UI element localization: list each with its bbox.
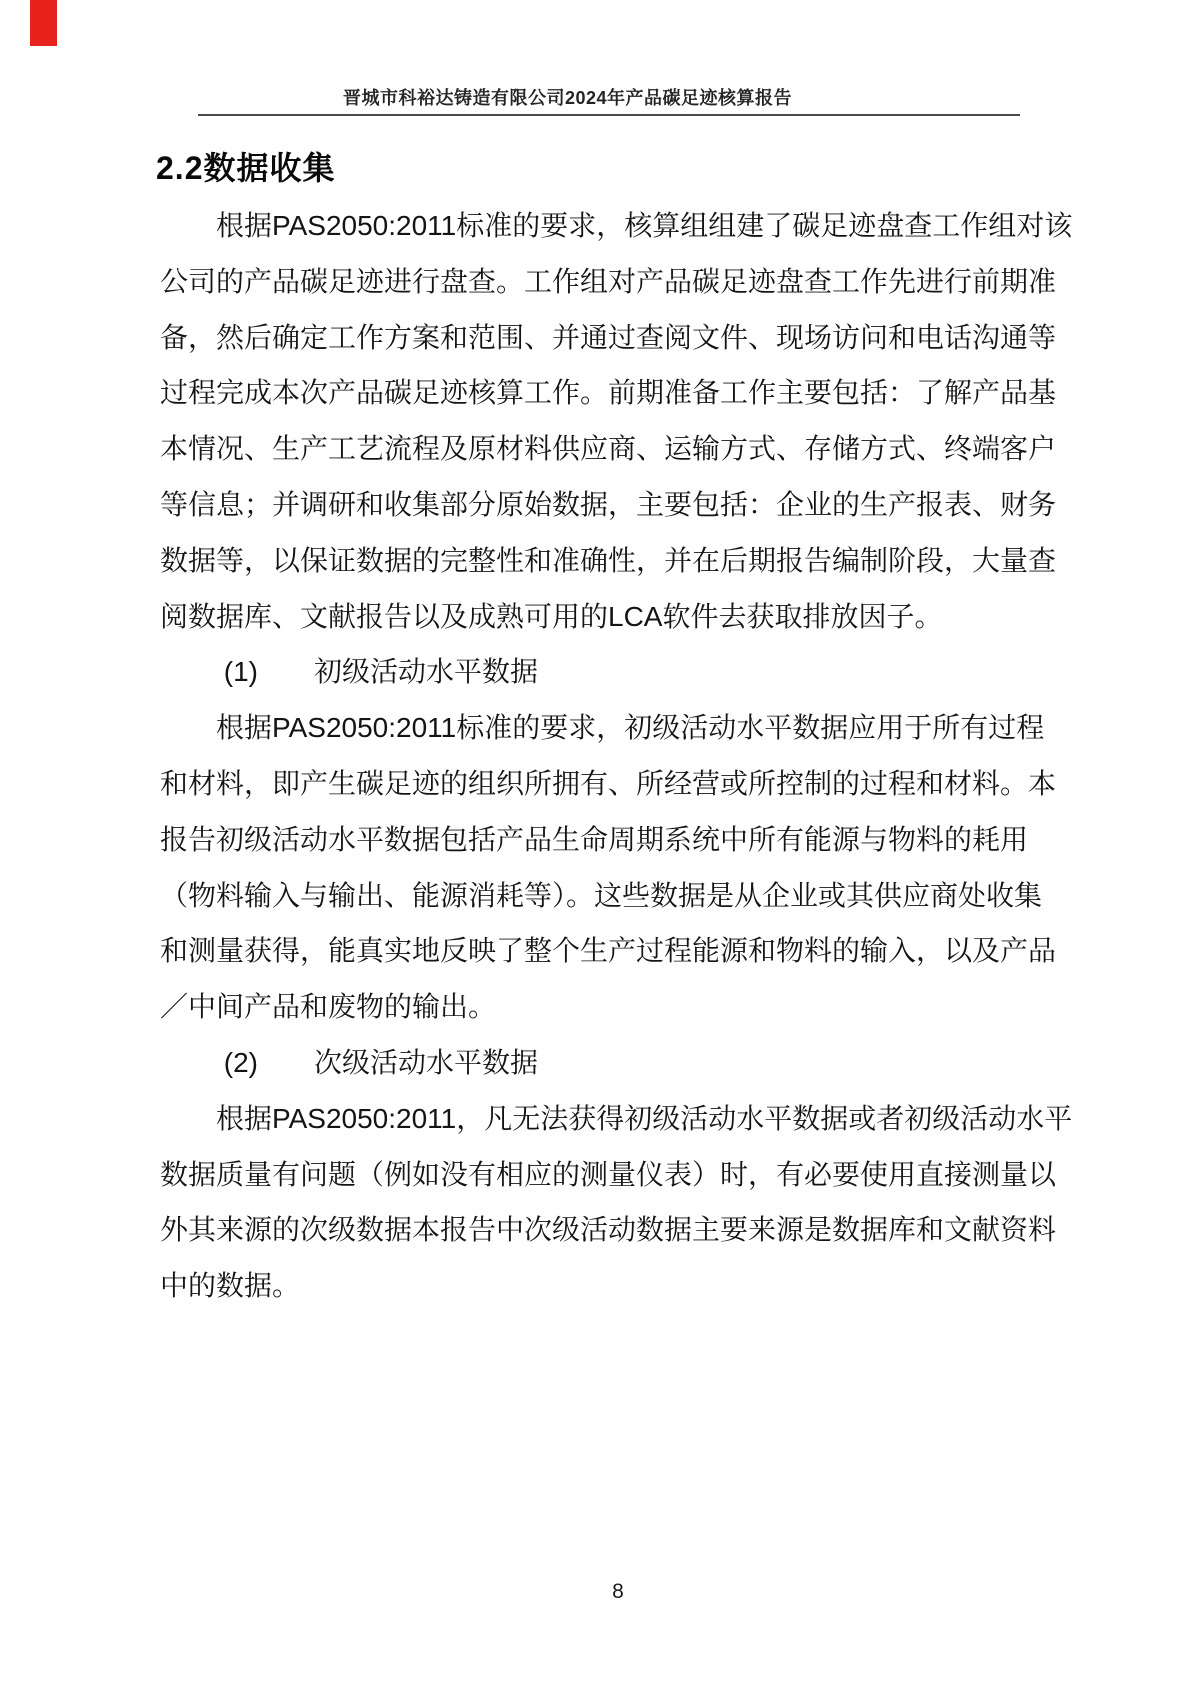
text-line: （物料输入与输出、能源消耗等）。这些数据是从企业或其供应商处收集 bbox=[160, 879, 1043, 911]
text-line: 数据等，以保证数据的完整性和准确性，并在后期报告编制阶段，大量查 bbox=[160, 544, 1057, 576]
header-rule bbox=[198, 114, 1020, 116]
text-line: 和材料，即产生碳足迹的组织所拥有、所经营或所控制的过程和材料。本 bbox=[160, 767, 1057, 799]
text-line: ／中间产品和废物的输出。 bbox=[160, 991, 497, 1023]
section-heading: 2.2数据收集 bbox=[156, 150, 336, 186]
text-line: 等信息；并调研和收集部分原始数据，主要包括：企业的生产报表、财务 bbox=[160, 488, 1057, 520]
text-line: 根据PAS2050:2011标准的要求，初级活动水平数据应用于所有过程 bbox=[160, 712, 1045, 744]
text-line: 本情况、生产工艺流程及原材料供应商、运输方式、存储方式、终端客户 bbox=[160, 433, 1057, 465]
text-line: (1) 初级活动水平数据 bbox=[160, 656, 539, 688]
text-line: 数据质量有问题（例如没有相应的测量仪表）时，有必要使用直接测量以 bbox=[160, 1158, 1057, 1190]
text-line: 公司的产品碳足迹进行盘查。工作组对产品碳足迹盘查工作先进行前期准 bbox=[160, 265, 1057, 297]
text-line: (2) 次级活动水平数据 bbox=[160, 1046, 539, 1078]
text-line: 外其来源的次级数据本报告中次级活动数据主要来源是数据库和文献资料 bbox=[160, 1214, 1057, 1246]
text-line: 备，然后确定工作方案和范围、并通过查阅文件、现场访问和电话沟通等 bbox=[160, 321, 1057, 353]
text-line: 根据PAS2050:2011，凡无法获得初级活动水平数据或者初级活动水平 bbox=[160, 1102, 1073, 1134]
document-body bbox=[160, 198, 1076, 1314]
running-header-title: 晋城市科裕达铸造有限公司2024年产品碳足迹核算报告 bbox=[343, 88, 793, 108]
text-line: 阅数据库、文献报告以及成熟可用的LCA软件去获取排放因子。 bbox=[160, 600, 943, 632]
text-line: 中的数据。 bbox=[160, 1270, 301, 1302]
text-line: 报告初级活动水平数据包括产品生命周期系统中所有能源与物料的耗用 bbox=[160, 823, 1029, 855]
text-line: 和测量获得，能真实地反映了整个生产过程能源和物料的输入，以及产品 bbox=[160, 935, 1057, 967]
page-number: 8 bbox=[612, 1580, 624, 1603]
red-marker bbox=[30, 0, 57, 46]
text-line: 过程完成本次产品碳足迹核算工作。前期准备工作主要包括：了解产品基 bbox=[160, 377, 1057, 409]
text-line: 根据PAS2050:2011标准的要求，核算组组建了碳足迹盘查工作组对该 bbox=[160, 210, 1073, 241]
